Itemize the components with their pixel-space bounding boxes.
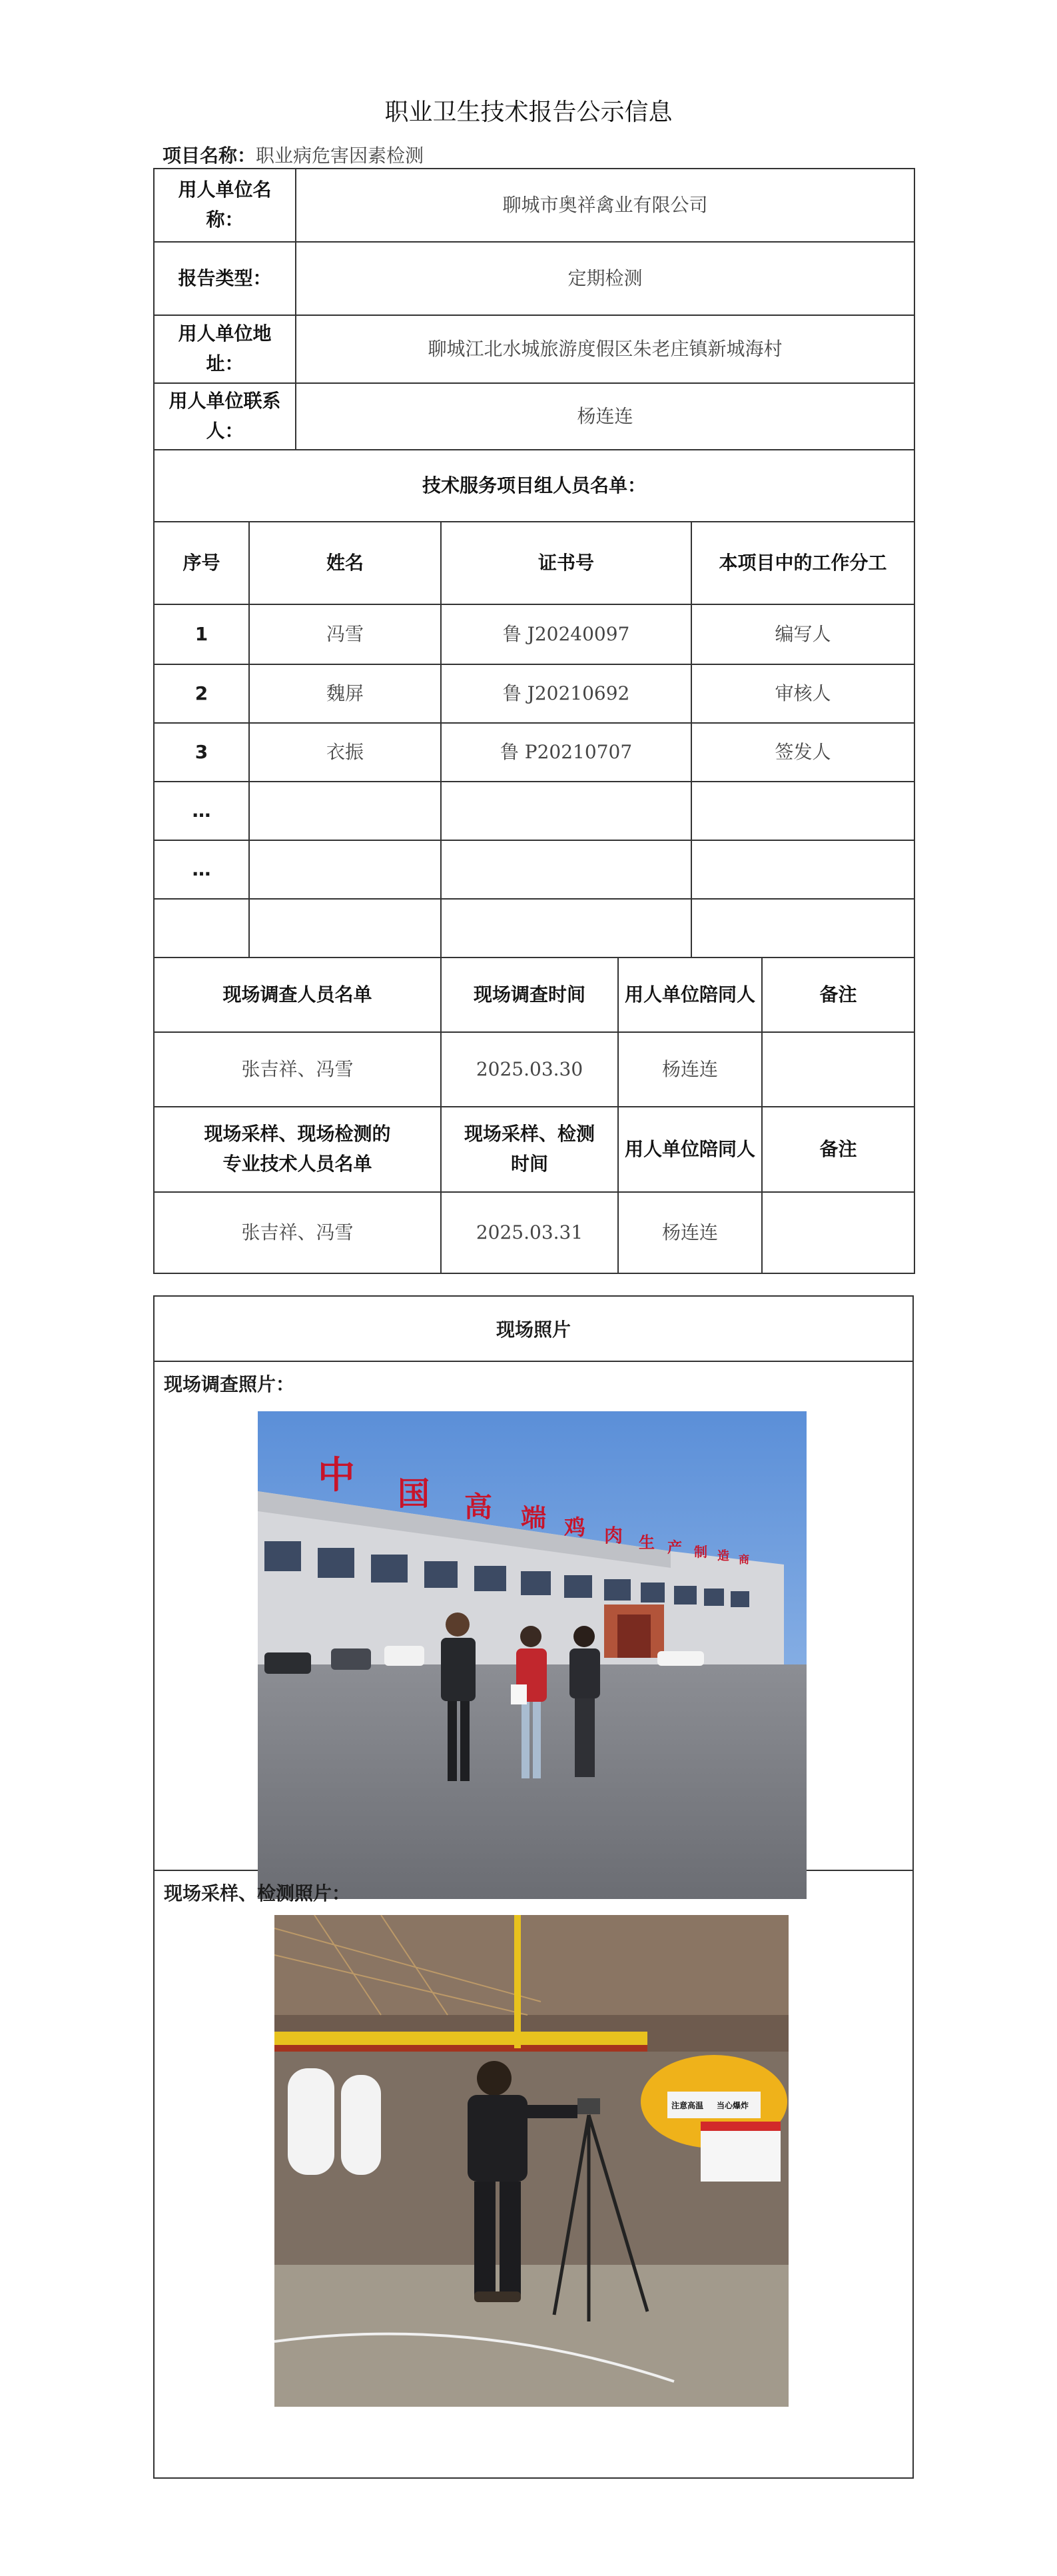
sign-char: 生: [639, 1533, 655, 1552]
col-header-role: 本项目中的工作分工: [691, 522, 914, 604]
sampling-time-value: 2025.03.31: [441, 1192, 618, 1273]
contact-label: 用人单位联系人：: [154, 383, 296, 450]
survey-escort-value: 杨连连: [618, 1032, 762, 1107]
survey-photo-section: [155, 1361, 912, 1871]
team-role: [691, 782, 914, 840]
team-row: [154, 723, 914, 782]
team-name: 魏屏: [249, 664, 441, 723]
team-header-row: [154, 522, 914, 604]
survey-value-row: [154, 1032, 914, 1107]
unit-name-value: 聊城市奥祥禽业有限公司: [296, 169, 914, 242]
team-index: 3: [154, 723, 249, 782]
sign-char: 端: [521, 1503, 547, 1533]
project-line: [163, 141, 424, 168]
survey-escort-header: 用人单位陪同人: [618, 958, 762, 1032]
unit-name-label: 用人单位名称：: [154, 169, 296, 242]
team-role: [691, 840, 914, 899]
contact-row: [154, 383, 914, 450]
sampling-remark-header: 备注: [762, 1107, 914, 1192]
sampling-time-header-line1: 现场采样、检测: [464, 1123, 595, 1145]
sign-char: 高: [464, 1491, 493, 1523]
sampling-escort-header: 用人单位陪同人: [618, 1107, 762, 1192]
survey-staff-header: 现场调查人员名单: [154, 958, 441, 1032]
team-row: [154, 604, 914, 664]
sign-char: 国: [398, 1475, 430, 1513]
team-role: 审核人: [691, 664, 914, 723]
team-cert: 鲁 P20210707: [441, 723, 691, 782]
sign-char: 造: [717, 1549, 729, 1563]
team-role: 签发人: [691, 723, 914, 782]
report-type-row: [154, 242, 914, 315]
sign-char: 鸡: [564, 1515, 586, 1540]
col-header-cert: 证书号: [441, 522, 691, 604]
team-cert: [441, 782, 691, 840]
survey-time-value: 2025.03.30: [441, 1032, 618, 1107]
sampling-value-row: [154, 1192, 914, 1273]
sampling-staff-header-line1: 现场采样、现场检测的: [204, 1123, 391, 1145]
contact-value: 杨连连: [296, 383, 914, 450]
sign-char: 制: [694, 1544, 707, 1560]
team-role: [691, 899, 914, 958]
team-index: …: [154, 840, 249, 899]
team-cert: 鲁 J20210692: [441, 664, 691, 723]
survey-staff-value: 张吉祥、冯雪: [154, 1032, 441, 1107]
page-title: 职业卫生技术报告公示信息: [384, 99, 673, 126]
survey-header-row: [154, 958, 914, 1032]
col-header-index: 序号: [154, 522, 249, 604]
team-cert: [441, 899, 691, 958]
info-table: [153, 168, 915, 1274]
team-index: [154, 899, 249, 958]
sampling-staff-value: 张吉祥、冯雪: [154, 1192, 441, 1273]
sampling-photo-section: [155, 1870, 912, 2479]
team-row: [154, 664, 914, 723]
unit-name-row: [154, 169, 914, 242]
sampling-header-row: [154, 1107, 914, 1192]
sign-char: 肉: [604, 1525, 623, 1547]
sampling-escort-value: 杨连连: [618, 1192, 762, 1273]
sign-char: 中: [318, 1454, 355, 1497]
team-row: [154, 899, 914, 958]
team-name: [249, 840, 441, 899]
project-label: 项目名称：: [163, 145, 256, 167]
warning-sign-text: 当心爆炸: [717, 2101, 749, 2110]
photo-heading: 现场照片: [155, 1297, 912, 1362]
survey-photo-caption: 现场调查照片：: [164, 1373, 295, 1395]
team-heading-row: [154, 450, 914, 522]
team-index: 2: [154, 664, 249, 723]
team-role: 编写人: [691, 604, 914, 664]
photo-panel: [153, 1295, 914, 2479]
team-index: …: [154, 782, 249, 840]
sampling-time-header: [441, 1107, 618, 1192]
sign-char: 产: [667, 1540, 683, 1557]
sampling-photo-caption: 现场采样、检测照片：: [164, 1882, 351, 1904]
team-heading: 技术服务项目组人员名单：: [154, 450, 914, 522]
sampling-photo: [274, 1915, 789, 2407]
address-label: 用人单位地址：: [154, 315, 296, 383]
col-header-name: 姓名: [249, 522, 441, 604]
team-name: 衣振: [249, 723, 441, 782]
team-name: [249, 899, 441, 958]
sampling-remark-value: [762, 1192, 914, 1273]
survey-remark-header: 备注: [762, 958, 914, 1032]
address-value: 聊城江北水城旅游度假区朱老庄镇新城海村: [296, 315, 914, 383]
report-type-label: 报告类型：: [154, 242, 296, 315]
warning-sign-text: 注意高温: [671, 2101, 704, 2110]
survey-time-header: 现场调查时间: [441, 958, 618, 1032]
survey-photo: [258, 1411, 807, 1899]
survey-remark-value: [762, 1032, 914, 1107]
address-row: [154, 315, 914, 383]
project-value: 职业病危害因素检测: [256, 145, 424, 167]
sampling-staff-header-line2: 专业技术人员名单: [222, 1153, 372, 1175]
team-row: [154, 782, 914, 840]
sampling-staff-header: [154, 1107, 441, 1192]
report-type-value: 定期检测: [296, 242, 914, 315]
team-cert: 鲁 J20240097: [441, 604, 691, 664]
team-name: 冯雪: [249, 604, 441, 664]
team-cert: [441, 840, 691, 899]
team-index: 1: [154, 604, 249, 664]
sign-char: 商: [739, 1553, 750, 1566]
team-name: [249, 782, 441, 840]
sampling-time-header-line2: 时间: [511, 1153, 549, 1175]
team-row: [154, 840, 914, 899]
